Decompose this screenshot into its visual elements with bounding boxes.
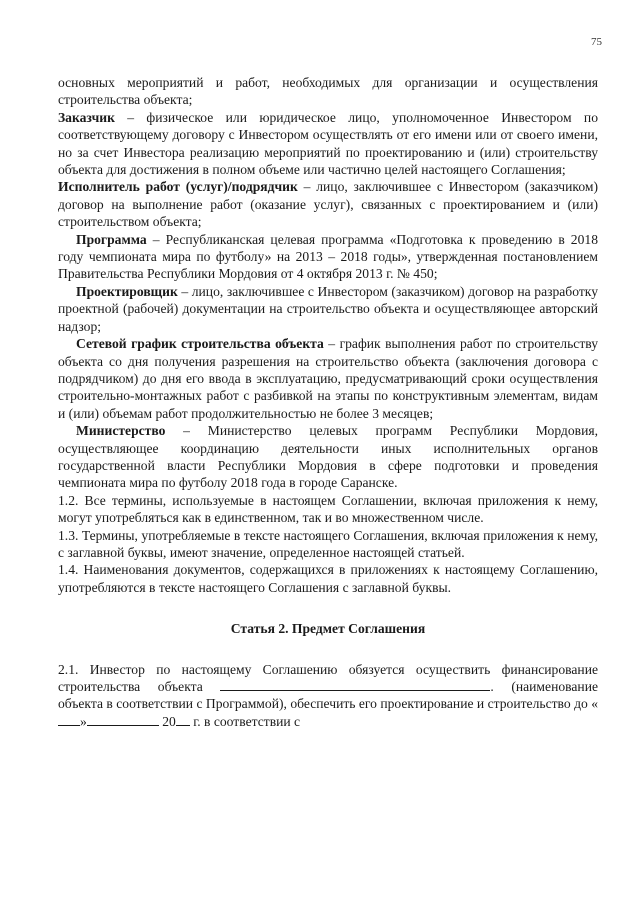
clause-2-1-end: г. в соответствии с xyxy=(189,713,301,729)
clause-2-1-mid: . (наименование объекта в соответствии с Программой), обеспечить его проектирование и строительство до « xyxy=(58,679,598,712)
definition-ministry xyxy=(58,422,598,492)
clause-2-1-start: 2.1. Инвестор по настоящему Соглашению обязуется осуществить финансирование строительства объекта xyxy=(58,661,598,694)
term-schedule: Сетевой график строительства объекта xyxy=(76,336,324,352)
clause-1-2: 1.2. Все термины, используемые в настоящем Соглашении, включая приложения к нему, могут употребляться как в единственном, так и во множественном числе. xyxy=(58,492,598,526)
year-blank xyxy=(176,713,190,726)
month-blank xyxy=(87,713,159,726)
object-name-blank xyxy=(220,678,490,691)
term-ministry: Министерство xyxy=(76,423,166,439)
term-designer: Проектировщик xyxy=(76,283,178,299)
definition-customer xyxy=(58,109,598,179)
clause-2-1 xyxy=(58,661,598,731)
document-body xyxy=(58,74,598,730)
definition-schedule xyxy=(58,335,598,422)
definition-customer-text: – физическое или юридическое лицо, уполномоченное Инвестором по соответствующему договору с Инвестором осуществлять от его имени или от своего имени, но за счет Инвестора реализацию мероприятий по проектированию и (или) строительству объекта для достижения в полном объеме или частично целей настоящего Соглашения; xyxy=(58,109,598,178)
term-program: Программа xyxy=(76,231,147,247)
article-2-heading: Статья 2. Предмет Соглашения xyxy=(230,621,426,637)
day-blank xyxy=(58,713,80,726)
definition-program xyxy=(58,231,598,283)
term-contractor: Исполнитель работ (услуг)/подрядчик xyxy=(58,179,298,195)
definition-contractor-text: – лицо, заключившее с Инвестором (заказчиком) договор на выполнение работ (оказание услуг), связанных с проектированием и (или) строительством объекта; xyxy=(58,179,598,230)
definition-schedule-text: – график выполнения работ по строительству объекта со дня получения разрешения на строительство объекта (заключения договора с подрядчиком) до дня его ввода в эксплуатацию, предусматривающий сроки осуществления строительно-монтажных работ с разбивкой на этапы по конструктивным элементам, видам и (или) объемам работ продолжительностью не более 3 месяцев; xyxy=(58,336,599,421)
clause-2-1-quote: » xyxy=(80,713,87,729)
clause-1-3: 1.3. Термины, употребляемые в тексте настоящего Соглашения, включая приложения к нему, с заглавной буквы, имеют значение, определенное настоящей статьей. xyxy=(58,527,598,560)
clause-1-4: 1.4. Наименования документов, содержащихся в приложениях к настоящему Соглашению, употребляются в тексте настоящего Соглашения с заглавной буквы. xyxy=(58,562,598,595)
definition-designer-text: – лицо, заключившее с Инвестором (заказчиком) договор на разработку проектной (рабочей) документации на строительство объекта и осуществляющее авторский надзор; xyxy=(58,283,598,334)
term-customer: Заказчик xyxy=(58,109,115,125)
definition-program-text: – Республиканская целевая программа «Подготовка к проведению в 2018 году чемпионата мира по футболу» на 2013 – 2018 годы», утвержденная постановлением Правительства Республики Мордовия от 4 октября 2013 г. № 450; xyxy=(58,231,598,282)
clause-2-1-year: 20 xyxy=(158,713,176,729)
definition-contractor xyxy=(58,178,598,230)
intro-paragraph: основных мероприятий и работ, необходимых для организации и осуществления строительства объекта; xyxy=(58,75,598,108)
definition-ministry-text: – Министерство целевых программ Республики Мордовия, осуществляющее координацию деятельности иных исполнительных органов государственной власти Республики Мордовия в сфере подготовки и проведения чемпионата мира по футболу 2018 года в городе Саранске. xyxy=(58,423,598,491)
page-number: 75 xyxy=(591,36,602,48)
definition-designer xyxy=(58,283,598,335)
